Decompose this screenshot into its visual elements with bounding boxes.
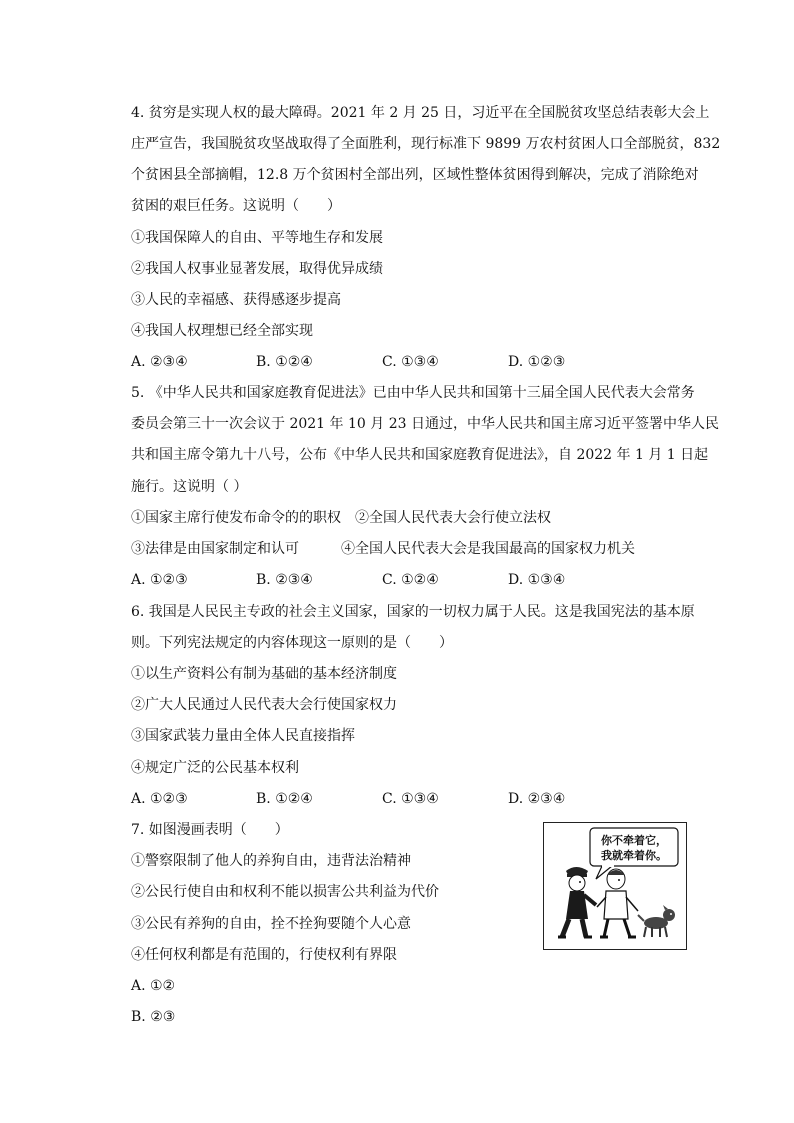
q4-option-b[interactable]: B. ①②④ (256, 354, 313, 370)
q5-item: ①国家主席行使发布命令的的职权 ②全国人民代表大会行使立法权 (131, 510, 551, 526)
q4-option-a[interactable]: A. ②③④ (131, 354, 188, 370)
q4-stem-line: 庄严宣告，我国脱贫攻坚战取得了全面胜利，现行标准下 9899 万农村贫困人口全部脱贫，832 (131, 136, 721, 152)
q6-item: ①以生产资料公有制为基础的基本经济制度 (131, 666, 397, 682)
q5-stem-line: 5. 《中华人民共和国家庭教育促进法》已由中华人民共和国第十三届全国人民代表大会常务 (131, 385, 695, 401)
q4-item: ②我国人权事业显著发展，取得优异成绩 (131, 261, 383, 277)
q5-stem-line: 委员会第三十一次会议于 2021 年 10 月 23 日通过，中华人民共和国主席习近平签署中华人民 (131, 416, 719, 432)
q5-option-d[interactable]: D. ①③④ (508, 572, 566, 588)
q6-option-c[interactable]: C. ①③④ (382, 791, 439, 807)
q7-item: ④任何权利都是有范围的，行使权利有界限 (131, 947, 397, 963)
q6-option-b[interactable]: B. ①②④ (256, 791, 313, 807)
q4-item: ③人民的幸福感、获得感逐步提高 (131, 292, 341, 308)
cartoon-image (543, 822, 687, 950)
q6-option-a[interactable]: A. ①②③ (131, 791, 188, 807)
q4-item: ①我国保障人的自由、平等地生存和发展 (131, 230, 383, 246)
cartoon-illustration (544, 823, 686, 949)
q6-option-d[interactable]: D. ②③④ (508, 791, 566, 807)
q5-option-a[interactable]: A. ①②③ (131, 572, 188, 588)
speech-text-line: 我就牵着你。 (601, 849, 667, 862)
q4-stem-line: 4. 贫穷是实现人权的最大障碍。2021 年 2 月 25 日，习近平在全国脱贫攻坚总结表彰大会上 (131, 105, 710, 121)
q4-stem-line: 贫困的艰巨任务。这说明（ ） (131, 198, 341, 214)
q5-stem-line: 共和国主席令第九十八号，公布《中华人民共和国家庭教育促进法》，自 2022 年 1 月 1 日起 (131, 447, 709, 463)
q7-option-a[interactable]: A. ①② (131, 978, 176, 994)
q4-item: ④我国人权理想已经全部实现 (131, 323, 313, 339)
citizen-figure (597, 869, 638, 937)
q4-option-c[interactable]: C. ①③④ (382, 354, 439, 370)
q5-item: ③法律是由国家制定和认可 ④全国人民代表大会是我国最高的国家权力机关 (131, 541, 635, 557)
q7-item: ③公民有养狗的自由，拴不拴狗要随个人心意 (131, 916, 411, 932)
q4-stem-line: 个贫困县全部摘帽，12.8 万个贫困村全部出列，区域性整体贫困得到解决，完成了消除绝对 (131, 167, 699, 183)
q5-option-b[interactable]: B. ②③④ (256, 572, 313, 588)
q7-option-b[interactable]: B. ②③ (131, 1009, 176, 1025)
q7-stem-line: 7. 如图漫画表明（ ） (131, 822, 289, 838)
q7-item: ①警察限制了他人的养狗自由，违背法治精神 (131, 853, 411, 869)
speech-text-line: 你不牵着它， (601, 834, 667, 847)
q5-stem-line: 施行。这说明（ ） (131, 479, 248, 495)
q4-option-d[interactable]: D. ①②③ (508, 354, 566, 370)
dog-figure (638, 905, 675, 937)
q7-item: ②公民行使自由和权利不能以损害公共利益为代价 (131, 884, 439, 900)
q6-stem-line: 则。下列宪法规定的内容体现这一原则的是（ ） (131, 635, 453, 651)
policeman-figure (558, 867, 596, 937)
q6-stem-line: 6. 我国是人民民主专政的社会主义国家，国家的一切权力属于人民。这是我国宪法的基本原 (131, 604, 695, 620)
q6-item: ②广大人民通过人民代表大会行使国家权力 (131, 697, 397, 713)
speech-bubble-tail-mask (602, 865, 614, 867)
q6-item: ④规定广泛的公民基本权利 (131, 760, 299, 776)
q6-item: ③国家武装力量由全体人民直接指挥 (131, 728, 355, 744)
q5-option-c[interactable]: C. ①②④ (382, 572, 439, 588)
